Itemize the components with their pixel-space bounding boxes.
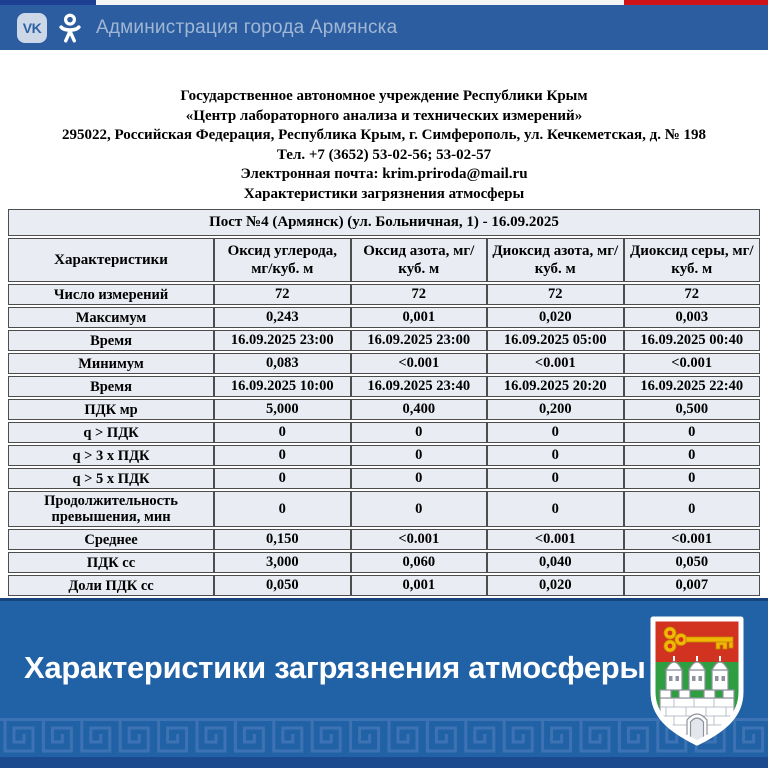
row-label: Минимум	[8, 353, 214, 374]
table-row	[8, 445, 760, 466]
table-cell: 0	[624, 468, 761, 489]
letterhead-line: Тел. +7 (3652) 53-02-56; 53-02-57	[276, 146, 492, 163]
table-row	[8, 575, 760, 596]
table-cell: 16.09.2025 05:00	[487, 330, 623, 351]
table-cell: 0,200	[487, 399, 623, 420]
row-label: ПДК мр	[8, 399, 214, 420]
table-cell: 72	[487, 284, 623, 305]
letterhead-line: Государственное автономное учреждение Республики Крым	[180, 88, 588, 104]
table-cell: 16.09.2025 20:20	[487, 376, 623, 397]
table-cell: 0	[487, 422, 623, 443]
table-cell: 0,050	[624, 552, 761, 573]
table-cell: 0,243	[214, 307, 350, 328]
row-label: Число измерений	[8, 284, 214, 305]
vk-icon[interactable]: VK	[17, 13, 47, 43]
letterhead-line: Характеристики загрязнения атмосферы	[243, 185, 525, 202]
table-cell: 0,150	[214, 529, 350, 550]
column-header: Диоксид серы, мг/куб. м	[624, 238, 761, 282]
table-cell: 0,050	[214, 575, 350, 596]
column-header: Характеристики	[8, 238, 214, 282]
table-cell: 0	[214, 468, 350, 489]
table-cell: 0	[351, 445, 487, 466]
table-cell: 16.09.2025 10:00	[214, 376, 350, 397]
table-title-row	[8, 209, 760, 236]
table-cell: <0.001	[487, 529, 623, 550]
table-wrap	[8, 207, 760, 598]
table-row	[8, 468, 760, 489]
row-label: q > 5 х ПДК	[8, 468, 214, 489]
table-cell: <0.001	[624, 353, 761, 374]
table-header-row	[8, 238, 760, 282]
letterhead-line: «Центр лабораторного анализа и технических измерений»	[185, 107, 583, 124]
table-cell: 0,020	[487, 575, 623, 596]
table-cell: 0	[487, 491, 623, 527]
column-header: Оксид углерода, мг/куб. м	[214, 238, 350, 282]
table-cell: 0	[214, 445, 350, 466]
table-cell: 0	[624, 491, 761, 527]
table-title: Пост №4 (Армянск) (ул. Больничная, 1) - 16.09.2025	[8, 209, 760, 236]
table-row	[8, 376, 760, 397]
table-cell: 72	[214, 284, 350, 305]
pollution-table	[8, 207, 760, 598]
table-cell: 0,060	[351, 552, 487, 573]
letterhead-line: Электронная почта: krim.priroda@mail.ru	[240, 166, 528, 182]
table-cell: 5,000	[214, 399, 350, 420]
table-cell: 0,040	[487, 552, 623, 573]
table-cell: 0	[624, 422, 761, 443]
column-header: Диоксид азота, мг/куб. м	[487, 238, 623, 282]
table-cell: 0	[351, 491, 487, 527]
table-cell: <0.001	[487, 353, 623, 374]
table-row	[8, 353, 760, 374]
table-cell: 0,003	[624, 307, 761, 328]
table-cell: 16.09.2025 23:40	[351, 376, 487, 397]
table-cell: 0,400	[351, 399, 487, 420]
odnoklassniki-icon[interactable]	[59, 13, 81, 43]
table-cell: 0	[487, 445, 623, 466]
row-label: Максимум	[8, 307, 214, 328]
table-cell: 0,001	[351, 575, 487, 596]
row-label: Продолжительность превышения, мин	[8, 491, 214, 527]
table-row	[8, 491, 760, 527]
row-label: ПДК сс	[8, 552, 214, 573]
table-cell: <0.001	[624, 529, 761, 550]
table-row	[8, 284, 760, 305]
table-cell: 16.09.2025 23:00	[214, 330, 350, 351]
table-cell: 0,020	[487, 307, 623, 328]
row-label: q > 3 х ПДК	[8, 445, 214, 466]
table-row	[8, 529, 760, 550]
table-cell: 0,007	[624, 575, 761, 596]
footer-banner	[0, 598, 768, 768]
letterhead-line: 295022, Российская Федерация, Республика Крым, г. Симферополь, ул. Кечкеметская, д. № 198	[61, 127, 707, 143]
table-cell: 16.09.2025 23:00	[351, 330, 487, 351]
table-cell: 72	[351, 284, 487, 305]
table-cell: <0.001	[351, 353, 487, 374]
table-cell: 0,083	[214, 353, 350, 374]
column-header: Оксид азота, мг/куб. м	[351, 238, 487, 282]
community-title: Администрация города Армянска	[96, 16, 398, 38]
banner-bottom-strip	[0, 757, 768, 768]
row-label: q > ПДК	[8, 422, 214, 443]
banner-title: Характеристики загрязнения атмосферы	[24, 650, 646, 685]
table-cell: 0	[351, 468, 487, 489]
row-label: Среднее	[8, 529, 214, 550]
table-cell: <0.001	[351, 529, 487, 550]
row-label: Время	[8, 330, 214, 351]
table-cell: 0	[624, 445, 761, 466]
table-cell: 72	[624, 284, 761, 305]
table-row	[8, 330, 760, 351]
row-label: Доли ПДК сс	[8, 575, 214, 596]
table-cell: 3,000	[214, 552, 350, 573]
social-header-bar	[0, 5, 768, 50]
letterhead	[0, 87, 768, 204]
table-cell: 0	[487, 468, 623, 489]
fortress-icon	[660, 656, 734, 744]
table-cell: 0	[214, 491, 350, 527]
table-cell: 0,500	[624, 399, 761, 420]
table-row	[8, 307, 760, 328]
table-row	[8, 552, 760, 573]
table-cell: 16.09.2025 00:40	[624, 330, 761, 351]
table-cell: 0	[214, 422, 350, 443]
table-cell: 0	[351, 422, 487, 443]
row-label: Время	[8, 376, 214, 397]
armyansk-coat-of-arms	[644, 612, 750, 752]
table-row	[8, 422, 760, 443]
table-row	[8, 399, 760, 420]
table-cell: 0,001	[351, 307, 487, 328]
table-cell: 16.09.2025 22:40	[624, 376, 761, 397]
